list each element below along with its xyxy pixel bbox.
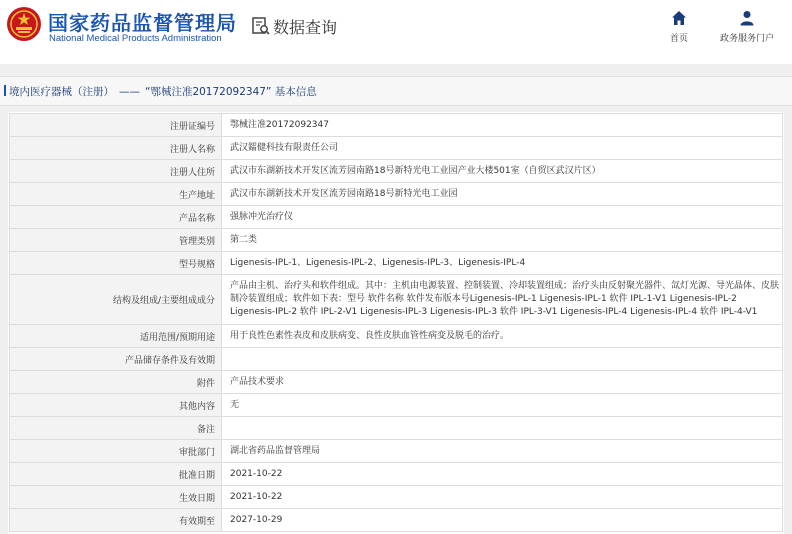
field-label: 管理类别 [10, 229, 222, 252]
field-label: 适用范围/预期用途 [10, 325, 222, 348]
field-label: 其他内容 [10, 394, 222, 417]
field-label: 生产地址 [10, 183, 222, 206]
field-label: 注册人住所 [10, 160, 222, 183]
field-value: 2021-10-22 [222, 463, 783, 486]
field-value: 武汉市东湖新技术开发区流芳园南路18号新特光电工业园 [222, 183, 783, 206]
field-value [222, 417, 783, 440]
field-value: 2021-10-22 [222, 486, 783, 509]
home-icon [671, 10, 687, 26]
breadcrumb [9, 84, 317, 99]
info-row [10, 229, 783, 252]
field-value: 强脉冲光治疗仪 [222, 206, 783, 229]
data-query-icon [251, 16, 271, 36]
org-name-cn: 国家药品监督管理局 [48, 11, 237, 35]
breadcrumb-title: “鄂械注准20172092347” 基本信息 [145, 86, 317, 98]
info-row [10, 486, 783, 509]
field-value: Ligenesis-IPL-1、Ligenesis-IPL-2、Ligenesis-IPL-3、Ligenesis-IPL-4 [222, 252, 783, 275]
field-value: 湖北省药品监督管理局 [222, 440, 783, 463]
info-row [10, 417, 783, 440]
breadcrumb-section-link[interactable]: 境内医疗器械（注册） [9, 86, 114, 98]
info-row [10, 137, 783, 160]
nav-service-portal-link[interactable] [715, 10, 779, 46]
breadcrumb-bar [0, 76, 792, 106]
info-row [10, 252, 783, 275]
field-label: 注册证编号 [10, 114, 222, 137]
info-row [10, 509, 783, 532]
field-value: 产品技术要求 [222, 371, 783, 394]
field-value: 武汉市东湖新技术开发区流芳园南路18号新特光电工业园产业大楼501室（自贸区武汉片区） [222, 160, 783, 183]
field-value: 用于良性色素性表皮和皮肤病变、良性皮肤血管性病变及脱毛的治疗。 [222, 325, 783, 348]
field-label: 型号规格 [10, 252, 222, 275]
field-label: 生效日期 [10, 486, 222, 509]
info-row [10, 275, 783, 325]
field-value [222, 348, 783, 371]
info-row [10, 183, 783, 206]
field-label: 审批部门 [10, 440, 222, 463]
info-row [10, 463, 783, 486]
info-row [10, 371, 783, 394]
field-value: 鄂械注准20172092347 [222, 114, 783, 137]
field-value: 武汉鐳健科技有限责任公司 [222, 137, 783, 160]
org-name-en: National Medical Products Administration [49, 33, 222, 44]
info-row [10, 348, 783, 371]
field-label: 备注 [10, 417, 222, 440]
field-label: 附件 [10, 371, 222, 394]
registration-info-table [9, 113, 783, 532]
field-label: 有效期至 [10, 509, 222, 532]
national-emblem-icon [6, 6, 42, 42]
field-label: 产品名称 [10, 206, 222, 229]
field-label: 产品储存条件及有效期 [10, 348, 222, 371]
nav-home-link[interactable] [662, 10, 696, 46]
user-icon [739, 10, 755, 26]
field-value: 第二类 [222, 229, 783, 252]
info-row [10, 325, 783, 348]
breadcrumb-marker [4, 85, 6, 96]
field-value: 无 [222, 394, 783, 417]
field-value: 2027-10-29 [222, 509, 783, 532]
data-query-title: 数据查询 [273, 18, 338, 37]
field-value: 产品由主机、治疗头和软件组成。其中：主机由电源装置、控制装置、冷却装置组成；治疗头由反射聚光器件、氙灯光源、导光晶体、皮肤制冷装置组成；软件如下表：型号 软件名称 软件发布版本号Ligenesis-IPL-1 Ligenesis-IPL-1 软件 IPL-1-V1 Ligenesis-IPL-2 Ligenesis-IPL-2 软件 IPL-2-V1 Ligenesis-IPL-3 Ligenesis-IPL-3 软件 IPL-3-V1 Ligenesis-IPL-4 Ligenesis-IPL-4 软件 IPL-4-V1 [222, 275, 783, 325]
field-label: 注册人名称 [10, 137, 222, 160]
breadcrumb-separator: —— [119, 86, 140, 98]
nav-home-label: 首页 [669, 34, 688, 44]
field-label: 结构及组成/主要组成成分 [10, 275, 222, 325]
info-row [10, 160, 783, 183]
info-row [10, 440, 783, 463]
site-header [0, 0, 792, 56]
field-label: 批准日期 [10, 463, 222, 486]
info-row [10, 394, 783, 417]
nav-service-portal-label: 政务服务门户 [719, 34, 774, 44]
info-row [10, 206, 783, 229]
info-row [10, 114, 783, 137]
